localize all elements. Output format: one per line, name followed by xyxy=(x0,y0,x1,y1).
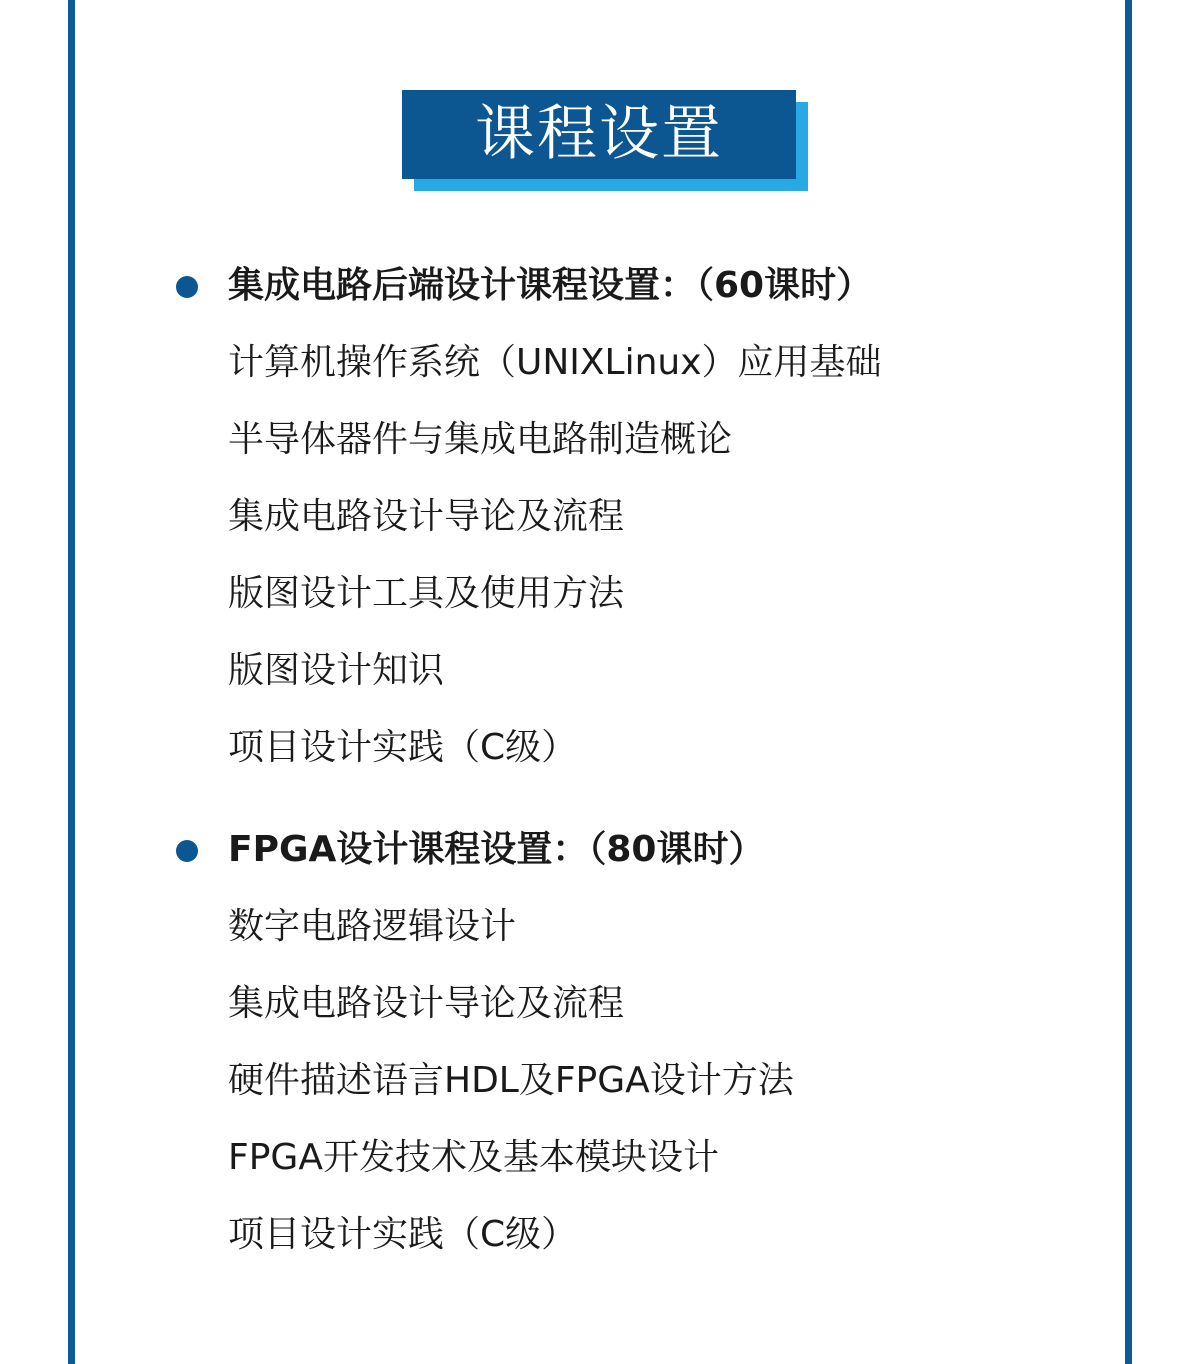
section-fpga-course xyxy=(176,820,1076,1282)
list-item: 版图设计知识 xyxy=(228,650,445,691)
list-item: 数字电路逻辑设计 xyxy=(228,906,517,947)
list-item: 项目设计实践（C级） xyxy=(228,1214,578,1255)
title-banner xyxy=(402,90,808,191)
section-heading-text: 集成电路后端设计课程设置：（60课时） xyxy=(228,265,873,306)
list-item: 项目设计实践（C级） xyxy=(228,727,578,768)
course-list xyxy=(176,333,1076,778)
list-item: FPGA开发技术及基本模块设计 xyxy=(228,1137,719,1178)
list-item: 半导体器件与集成电路制造概论 xyxy=(228,419,733,460)
list-item: 硬件描述语言HDL及FPGA设计方法 xyxy=(228,1060,794,1101)
list-item: 集成电路设计导论及流程 xyxy=(228,496,625,537)
frame-border-left xyxy=(68,0,75,1364)
list-item: 版图设计工具及使用方法 xyxy=(228,573,625,614)
section-heading xyxy=(176,256,1076,316)
section-backend-course xyxy=(176,256,1076,795)
list-item: 计算机操作系统（UNIXLinux）应用基础 xyxy=(228,342,882,383)
list-item: 集成电路设计导论及流程 xyxy=(228,983,625,1024)
course-list xyxy=(176,897,1076,1265)
bullet-dot-icon xyxy=(176,840,198,862)
page-title: 课程设置 xyxy=(402,90,796,179)
section-heading xyxy=(176,820,1076,880)
bullet-dot-icon xyxy=(176,276,198,298)
section-heading-text: FPGA设计课程设置：（80课时） xyxy=(228,829,765,870)
frame-border-right xyxy=(1125,0,1132,1364)
